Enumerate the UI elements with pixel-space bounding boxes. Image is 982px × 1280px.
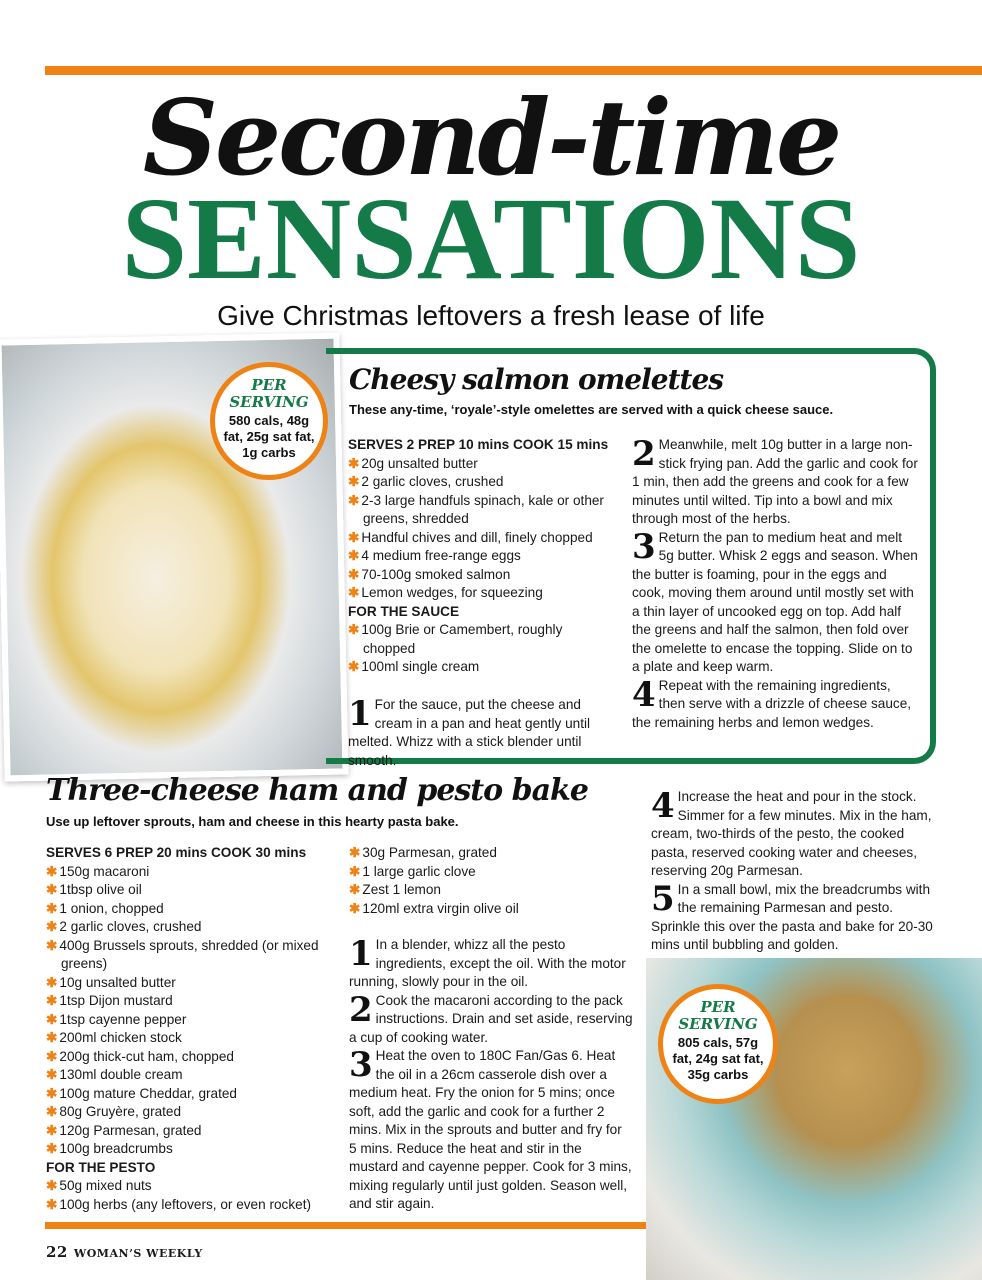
orange-asterisk-icon: ✱ — [46, 1104, 58, 1119]
step-number: 2 — [632, 436, 656, 474]
ingredient-item — [349, 881, 629, 900]
ingredient-item — [46, 1103, 336, 1122]
step-text: In a small bowl, mix the breadcrumbs with the remaining Parmesan and pesto. Sprinkle this over the pasta and bake for 20-30 mins until bubbling and golden. — [651, 881, 933, 952]
ingredient-text: Zest 1 lemon — [362, 882, 441, 897]
ingredient-item — [349, 900, 629, 919]
badge-value: 805 cals, 57g fat, 24g sat fat, 35g carbs — [672, 1035, 764, 1082]
orange-asterisk-icon: ✱ — [349, 863, 361, 879]
ingredient-text: 1tsp cayenne pepper — [59, 1011, 187, 1027]
ingredient-text: 10g unsalted butter — [59, 974, 176, 990]
step-text: For the sauce, put the cheese and cream in a pan and heat gently until melted. Whizz with a stick blender until smooth. — [348, 697, 591, 768]
pesto-ingredients — [349, 844, 629, 918]
ingredient-item — [46, 992, 336, 1011]
ingredient-text: 120ml extra virgin olive oil — [362, 900, 519, 916]
step-text: Heat the oven to 180C Fan/Gas 6. Heat the oil in a 26cm casserole dish over a medium heat. Fry the onion for 5 mins; once soft, add the garlic and cook for a further 2 mins. Mix in the sprouts and butter and fry for 5 mins. Reduce the heat and stir in the mustard and cayenne pepper. Cook for 3 mins, mixing regularly until just golden. Season well, and stir again. — [349, 1048, 632, 1211]
ingredient-item — [46, 974, 336, 993]
badge-label: PER SERVING — [678, 998, 758, 1033]
ingredient-item — [46, 900, 336, 919]
orange-asterisk-icon: ✱ — [348, 566, 360, 582]
pesto-heading: FOR THE PESTO — [46, 1159, 156, 1175]
method-steps — [632, 436, 920, 732]
ingredient-item — [348, 547, 618, 566]
orange-asterisk-icon: ✱ — [46, 1067, 58, 1082]
orange-asterisk-icon: ✱ — [46, 1196, 58, 1212]
orange-asterisk-icon: ✱ — [348, 455, 360, 471]
ingredient-text: 200g thick-cut ham, chopped — [59, 1048, 234, 1064]
ingredient-item — [348, 529, 618, 548]
ingredient-item — [46, 1140, 336, 1159]
ingredient-text: 1 onion, chopped — [59, 900, 164, 916]
recipe-intro-omelette: These any-time, ‘royale’-style omelettes are served with a quick cheese sauce. — [349, 402, 834, 417]
bottom-rule — [45, 1222, 646, 1229]
orange-asterisk-icon: ✱ — [46, 1122, 58, 1138]
orange-asterisk-icon: ✱ — [46, 900, 58, 916]
ingredient-item — [348, 566, 618, 585]
orange-asterisk-icon: ✱ — [348, 548, 360, 563]
method-steps — [651, 788, 939, 955]
ingredient-text: 1tbsp olive oil — [59, 882, 142, 897]
orange-asterisk-icon: ✱ — [348, 622, 360, 637]
step-text: Repeat with the remaining ingredients, then serve with a drizzle of cheese sauce, the remaining herbs and lemon wedges. — [632, 677, 912, 730]
magazine-name: WOMAN’S WEEKLY — [73, 1247, 203, 1260]
orange-asterisk-icon: ✱ — [349, 882, 361, 897]
orange-asterisk-icon: ✱ — [46, 1178, 58, 1193]
ingredient-text: Handful chives and dill, finely chopped — [361, 529, 593, 545]
step-text: In a blender, whizz all the pesto ingredients, except the oil. With the motor running, slowly pour in the oil. — [349, 937, 626, 989]
orange-asterisk-icon: ✱ — [348, 659, 360, 674]
orange-asterisk-icon: ✱ — [46, 1011, 58, 1027]
ingredient-text: 130ml double cream — [59, 1067, 183, 1082]
ingredient-text: 2 garlic cloves, crushed — [59, 919, 202, 934]
serves-info: SERVES 2 PREP 10 mins COOK 15 mins — [348, 437, 609, 452]
method-step — [632, 436, 920, 529]
step-number: 1 — [348, 696, 372, 734]
step-number: 2 — [349, 991, 373, 1030]
sauce-heading: FOR THE SAUCE — [348, 603, 460, 619]
orange-asterisk-icon: ✱ — [349, 900, 361, 916]
recipe-title-omelette: Cheesy salmon omelettes — [349, 363, 724, 396]
step-number: 4 — [632, 676, 656, 715]
orange-asterisk-icon: ✱ — [46, 863, 58, 879]
ingredient-item — [348, 455, 618, 474]
ingredient-item — [46, 863, 336, 882]
page-title-line2: SENSATIONS — [121, 173, 861, 304]
ingredients-omelette — [348, 436, 618, 677]
orange-asterisk-icon: ✱ — [46, 1048, 58, 1064]
ingredient-item — [46, 1177, 336, 1196]
ingredient-item — [348, 492, 618, 529]
step-number: 3 — [349, 1047, 373, 1085]
ingredient-item — [46, 937, 336, 974]
ingredient-item — [46, 1122, 336, 1141]
orange-asterisk-icon: ✱ — [46, 937, 58, 953]
page-title-line1: Second-time — [142, 76, 840, 199]
ingredient-text: 2 garlic cloves, crushed — [361, 474, 504, 489]
step-number: 1 — [349, 936, 373, 974]
ingredient-item — [348, 473, 618, 492]
ingredient-text: 4 medium free-range eggs — [361, 548, 521, 563]
orange-asterisk-icon: ✱ — [46, 974, 58, 990]
orange-asterisk-icon: ✱ — [46, 1085, 58, 1101]
ingredient-text: 200ml chicken stock — [59, 1030, 182, 1045]
step-text: Return the pan to medium heat and melt 5g butter. Whisk 2 eggs and season. When the butter is foaming, pour in the eggs and cook, moving them around until mostly set with a thin layer of uncooked egg on top. Add half the greens and half the salmon, then fold over the omelette to encase the topping. Slide on to a plate and keep warm. — [632, 529, 918, 674]
method-step — [651, 881, 939, 955]
ingredient-text: 80g Gruyère, grated — [59, 1104, 182, 1119]
step-text: Meanwhile, melt 10g butter in a large non-stick frying pan. Add the garlic and cook for 1 min, then add the greens and cook for a few minutes until wilted. Tip into a bowl and mix through most of the herbs. — [632, 437, 918, 526]
orange-asterisk-icon: ✱ — [348, 529, 360, 545]
ingredients-bake — [46, 844, 336, 1214]
ingredient-item — [349, 844, 629, 863]
ingredient-item — [348, 621, 618, 658]
ingredient-text: 1 large garlic clove — [362, 863, 476, 879]
orange-asterisk-icon: ✱ — [348, 585, 360, 600]
step-number: 4 — [651, 788, 675, 826]
method-step — [349, 1047, 633, 1214]
badge-value: 580 cals, 48g fat, 25g sat fat, 1g carbs — [223, 413, 315, 460]
orange-asterisk-icon: ✱ — [348, 474, 360, 489]
ingredient-item — [46, 918, 336, 937]
serves-info: SERVES 6 PREP 20 mins COOK 30 mins — [46, 845, 307, 860]
page-subtitle: Give Christmas leftovers a fresh lease of life — [217, 300, 765, 331]
orange-asterisk-icon: ✱ — [46, 882, 58, 897]
ingredient-text: 120g Parmesan, grated — [59, 1122, 202, 1138]
ingredient-text: 100g mature Cheddar, grated — [59, 1085, 237, 1101]
ingredient-text: 50g mixed nuts — [59, 1178, 152, 1193]
ingredient-text: 100ml single cream — [361, 659, 480, 674]
step-number: 5 — [651, 880, 675, 919]
ingredient-item — [348, 658, 618, 677]
ingredient-item — [46, 1029, 336, 1048]
orange-asterisk-icon: ✱ — [46, 993, 58, 1008]
method-step — [632, 677, 920, 733]
nutrition-badge-omelette — [210, 362, 328, 480]
ingredient-item — [46, 1011, 336, 1030]
ingredient-text: 100g breadcrumbs — [59, 1141, 173, 1156]
method-step — [349, 936, 633, 992]
step-number: 3 — [632, 528, 656, 567]
ingredient-text: 100g herbs (any leftovers, or even rocket) — [59, 1196, 312, 1212]
ingredient-text: 400g Brussels sprouts, shredded (or mixed greens) — [59, 937, 319, 971]
step-text: Increase the heat and pour in the stock. Simmer for a few minutes. Mix in the ham, cream, two-thirds of the pesto, the cooked pasta, reserved cooking water and cheeses, reserving 20g Parmesan. — [651, 789, 932, 878]
ingredient-item — [46, 1048, 336, 1067]
ingredient-text: 70-100g smoked salmon — [361, 566, 511, 582]
method-step — [651, 788, 939, 881]
recipe-title-bake: Three-cheese ham and pesto bake — [46, 773, 588, 808]
method-step — [349, 992, 633, 1048]
ingredient-text: 100g Brie or Camembert, roughly chopped — [361, 622, 563, 656]
orange-asterisk-icon: ✱ — [349, 845, 361, 860]
orange-asterisk-icon: ✱ — [46, 1141, 58, 1156]
ingredient-item — [46, 881, 336, 900]
page-footer — [46, 1243, 203, 1261]
ingredient-text: 30g Parmesan, grated — [362, 845, 497, 860]
ingredient-item — [46, 1196, 336, 1215]
recipe-intro-bake: Use up leftover sprouts, ham and cheese in this hearty pasta bake. — [46, 814, 459, 829]
ingredient-item — [46, 1066, 336, 1085]
method-step — [348, 696, 620, 770]
method-step — [632, 529, 920, 677]
ingredient-text: 1tsp Dijon mustard — [59, 993, 173, 1008]
orange-asterisk-icon: ✱ — [46, 919, 58, 934]
ingredient-item — [348, 584, 618, 603]
orange-asterisk-icon: ✱ — [46, 1030, 58, 1045]
nutrition-badge-bake — [658, 984, 778, 1104]
ingredient-text: 150g macaroni — [59, 863, 150, 879]
method-steps — [349, 936, 633, 1214]
ingredient-item — [46, 1085, 336, 1104]
orange-asterisk-icon: ✱ — [348, 492, 360, 508]
badge-label: PER SERVING — [229, 376, 309, 411]
page-number: 22 — [46, 1243, 68, 1261]
ingredient-item — [349, 863, 629, 882]
ingredient-text: 20g unsalted butter — [361, 455, 478, 471]
ingredient-text: Lemon wedges, for squeezing — [361, 585, 543, 600]
method-step — [348, 696, 620, 770]
ingredient-text: 2-3 large handfuls spinach, kale or other greens, shredded — [361, 492, 604, 526]
top-rule — [45, 66, 982, 75]
step-text: Cook the macaroni according to the pack instructions. Drain and set aside, reserving a cup of cooking water. — [349, 992, 633, 1045]
